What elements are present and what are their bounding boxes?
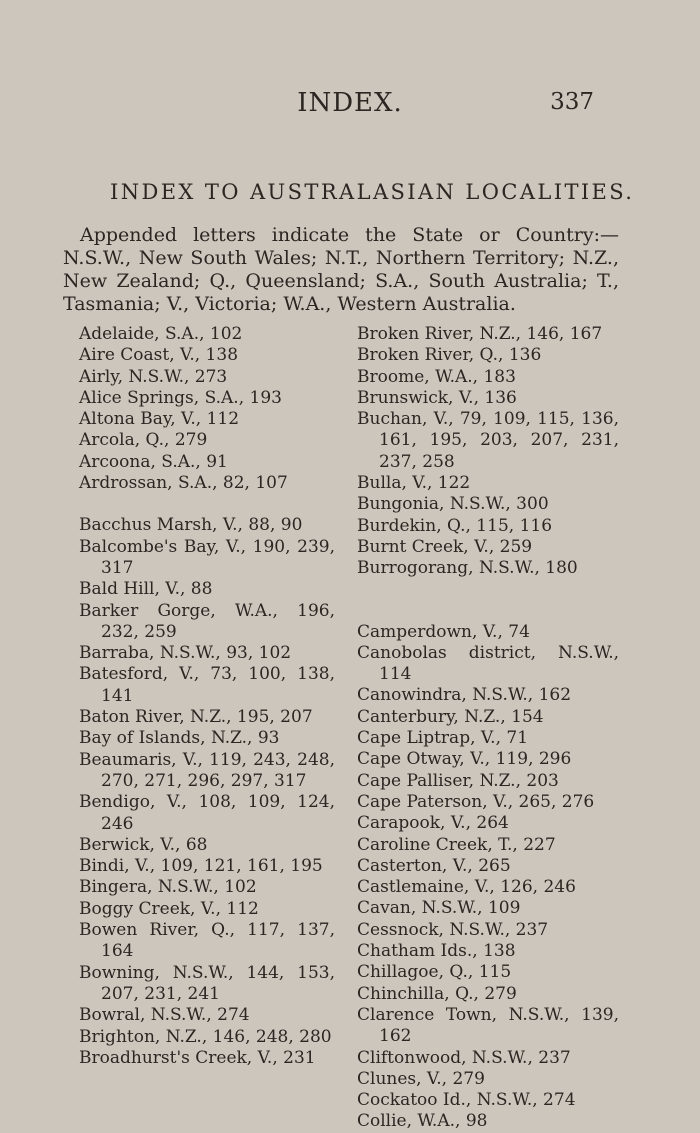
index-entry: Ardrossan, S.A., 82, 107 [79, 473, 288, 494]
index-entry: Baton River, N.Z., 195, 207 [79, 707, 313, 728]
index-entry: Alice Springs, S.A., 193 [79, 387, 282, 408]
index-entry: Clunes, V., 279 [357, 1068, 485, 1089]
index-entry: Canterbury, N.Z., 154 [357, 706, 544, 727]
running-title: INDEX. [297, 88, 403, 118]
index-entry: Barker Gorge, W.A., 196, 232, 259 [79, 600, 335, 642]
index-entry: Broken River, N.Z., 146, 167 [357, 324, 603, 344]
index-entry: Broken River, Q., 136 [357, 345, 542, 366]
index-entry: Caroline Creek, T., 227 [357, 834, 556, 855]
index-entry: Bingera, N.S.W., 102 [79, 877, 257, 898]
index-entry: Cape Paterson, V., 265, 276 [357, 791, 595, 812]
index-entry: Burdekin, Q., 115, 116 [357, 515, 553, 536]
index-entry: Canowindra, N.S.W., 162 [357, 685, 572, 706]
intro-abbreviations: N.S.W., New South Wales; N.T., Northern Territory; N.Z., New Zealand; Q., Queensland; S.A., South Australia; T., Tasmania; V., Victoria; W.A., Western Australia. [63, 247, 619, 315]
index-entry: Clarence Town, N.S.W., 139, 162 [357, 1004, 619, 1047]
index-entry: Bowen River, Q., 117, 137, 164 [79, 920, 335, 962]
index-entry: Bendigo, V., 108, 109, 124, 246 [79, 792, 335, 834]
index-entry: Batesford, V., 73, 100, 138, 141 [79, 664, 335, 706]
index-entry: Barraba, N.S.W., 93, 102 [79, 643, 292, 664]
index-entry: Burnt Creek, V., 259 [357, 536, 533, 557]
index-entry: Airly, N.S.W., 273 [79, 366, 228, 387]
index-entry: Chatham Ids., 138 [357, 941, 516, 962]
index-entry: Arcoona, S.A., 91 [79, 451, 228, 472]
index-entry: Cape Liptrap, V., 71 [357, 728, 529, 749]
index-entry: Bulla, V., 122 [357, 473, 471, 494]
intro-lead: Appended letters indicate the State or Country:— [80, 224, 619, 246]
index-entry: Canobolas district, N.S.W., 114 [357, 642, 619, 685]
index-entry: Burrogorang, N.S.W., 180 [357, 558, 578, 579]
index-column-left [79, 324, 335, 1069]
index-entry: Beaumaris, V., 119, 243, 248, 270, 271, 296, 297, 317 [79, 749, 335, 791]
index-entry: Boggy Creek, V., 112 [79, 898, 259, 919]
section-title: INDEX TO AUSTRALASIAN LOCALITIES. [110, 180, 635, 204]
index-entry: Cessnock, N.S.W., 237 [357, 919, 549, 940]
index-entry: Bald Hill, V., 88 [79, 579, 213, 600]
index-entry: Cape Otway, V., 119, 296 [357, 749, 572, 770]
index-entry: Buchan, V., 79, 109, 115, 136, 161, 195, 203, 207, 231, 237, 258 [357, 409, 619, 472]
index-entry: Chillagoe, Q., 115 [357, 962, 512, 983]
index-entry: Chinchilla, Q., 279 [357, 983, 517, 1004]
index-entry: Cliftonwood, N.S.W., 237 [357, 1047, 571, 1068]
index-entry: Cape Palliser, N.Z., 203 [357, 770, 559, 791]
index-column-right [357, 324, 619, 1133]
index-entry: Camperdown, V., 74 [357, 621, 530, 642]
index-entry: Broome, W.A., 183 [357, 366, 516, 387]
index-entry: Cavan, N.S.W., 109 [357, 898, 521, 919]
index-entry: Casterton, V., 265 [357, 855, 511, 876]
index-entry: Collie, W.A., 98 [357, 1111, 488, 1132]
intro-paragraph [63, 224, 619, 316]
index-entry: Bacchus Marsh, V., 88, 90 [79, 515, 303, 536]
index-entry: Bindi, V., 109, 121, 161, 195 [79, 856, 323, 877]
index-entry: Bowning, N.S.W., 144, 153, 207, 231, 241 [79, 962, 335, 1004]
index-entry: Berwick, V., 68 [79, 834, 208, 855]
index-entry: Brunswick, V., 136 [357, 387, 517, 408]
page-number: 337 [550, 89, 594, 115]
index-entry: Castlemaine, V., 126, 246 [357, 877, 576, 898]
index-entry: Altona Bay, V., 112 [79, 409, 240, 430]
running-head [0, 88, 700, 122]
index-entry: Cockatoo Id., N.S.W., 274 [357, 1090, 576, 1111]
index-entry: Bay of Islands, N.Z., 93 [79, 728, 280, 749]
index-entry: Aire Coast, V., 138 [79, 345, 239, 366]
index-entry: Carapook, V., 264 [357, 813, 509, 834]
index-entry: Broadhurst's Creek, V., 231 [79, 1047, 316, 1068]
index-entry: Brighton, N.Z., 146, 248, 280 [79, 1026, 332, 1047]
index-entry: Balcombe's Bay, V., 190, 239, 317 [79, 536, 335, 578]
index-entry: Bungonia, N.S.W., 300 [357, 494, 549, 515]
index-entry: Arcola, Q., 279 [79, 430, 208, 451]
index-entry: Bowral, N.S.W., 274 [79, 1005, 250, 1026]
index-entry: Adelaide, S.A., 102 [79, 324, 243, 344]
